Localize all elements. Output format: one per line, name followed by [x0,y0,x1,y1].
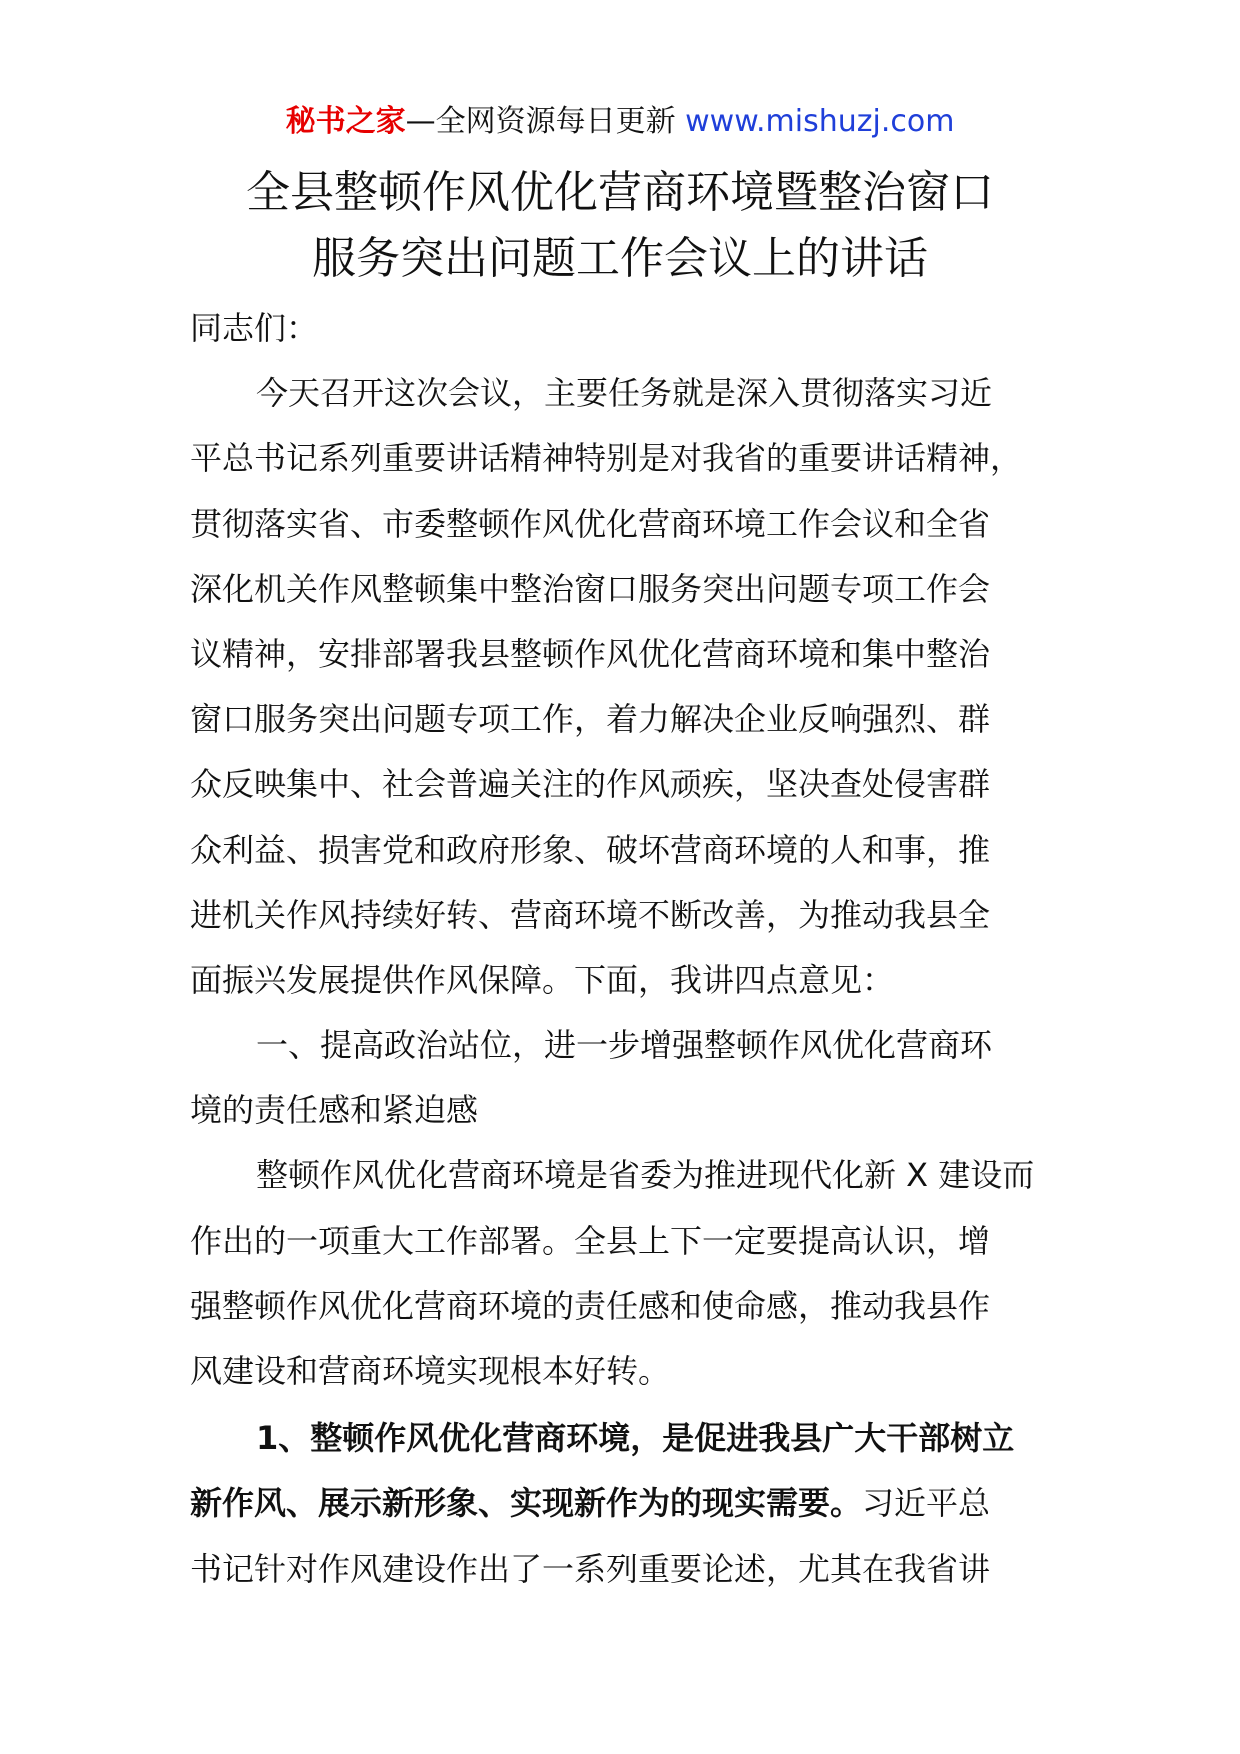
paragraph-line: 深化机关作风整顿集中整治窗口服务突出问题专项工作会 [190,569,991,608]
paragraph-line: 平总书记系列重要讲话精神特别是对我省的重要讲话精神， [190,439,1023,478]
paragraph-line: 风建设和营商环境实现根本好转。 [190,1352,671,1390]
heading-line: 境的责任感和紧迫感 [190,1091,479,1130]
paragraph-line: 书记针对作风建设作出了一系列重要论述，尤其在我省讲 [190,1549,991,1588]
title-line-2: 服务突出问题工作会议上的讲话 [312,233,928,284]
paragraph-3 [190,1406,1070,1602]
site-url-link[interactable]: www.mishuzj.com [685,104,955,139]
paragraph-line: 强整顿作风优化营商环境的责任感和使命感，推动我县作 [190,1286,991,1325]
paragraph-line: 窗口服务突出问题专项工作，着力解决企业反响强烈、群 [190,700,991,739]
salutation: 同志们： [190,309,319,347]
paragraph-line: 贯彻落实省、市委整顿作风优化营商环境工作会议和全省 [190,504,991,543]
paragraph-line: 作出的一项重大工作部署。全县上下一定要提高认识，增 [190,1221,991,1260]
document-title [0,160,1240,292]
paragraph-line: 议精神，安排部署我县整顿作风优化营商环境和集中整治 [190,634,991,673]
paragraph-text: 习近平总 [862,1484,991,1523]
section-heading-1 [190,1013,1070,1143]
title-line-1: 全县整顿作风优化营商环境暨整治窗口 [246,167,994,218]
paragraph-2 [190,1143,1070,1404]
document-body [190,296,1070,1602]
paragraph-line: 整顿作风优化营商环境是省委为推进现代化新 X 建设而 [256,1156,1035,1195]
paragraph-1 [190,361,1070,1013]
site-header [0,100,1240,144]
mixed-line [190,1471,1070,1536]
brand-name: 秘书之家 [285,104,406,139]
bold-subheading-line: 1、整顿作风优化营商环境，是促进我县广大干部树立 [256,1419,1015,1458]
paragraph-line: 众利益、损害党和政府形象、破坏营商环境的人和事，推 [190,830,991,869]
paragraph-line: 众反映集中、社会普遍关注的作风顽疾，坚决查处侵害群 [190,765,991,804]
paragraph-line: 今天召开这次会议，主要任务就是深入贯彻落实习近 [256,374,993,413]
bold-subheading-end: 新作风、展示新形象、实现新作为的现实需要。 [190,1484,863,1523]
paragraph-line: 进机关作风持续好转、营商环境不断改善，为推动我县全 [190,895,991,934]
paragraph-line: 面振兴发展提供作风保障。下面，我讲四点意见： [190,960,895,999]
heading-line: 一、提高政治站位，进一步增强整顿作风优化营商环 [256,1026,993,1065]
header-tagline: —全网资源每日更新 [405,104,676,139]
